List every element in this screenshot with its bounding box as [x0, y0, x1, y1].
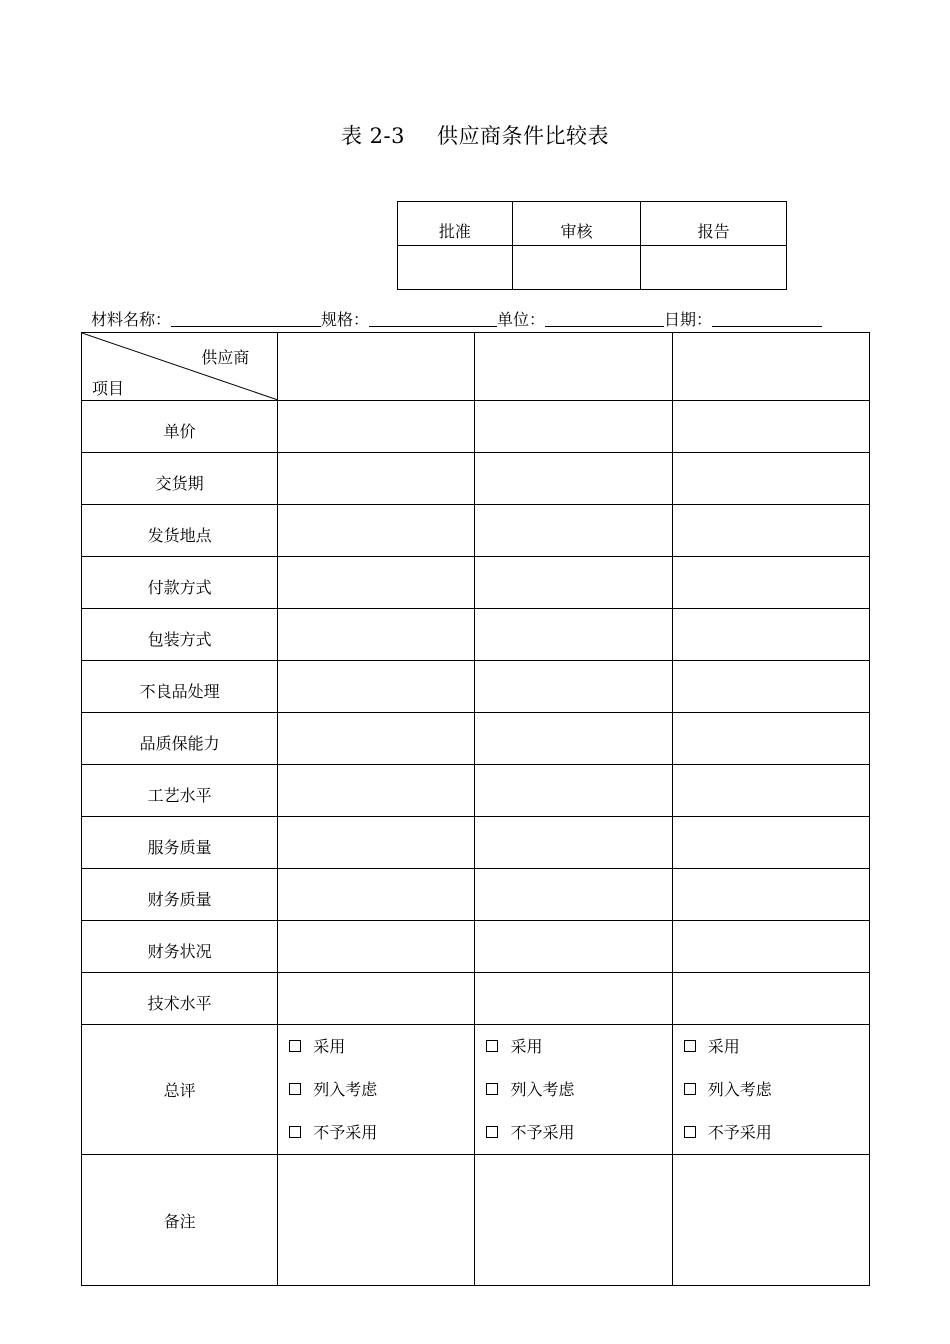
- supplier-3-value-cell[interactable]: [672, 869, 869, 921]
- supplier-1-value-cell[interactable]: [278, 505, 475, 557]
- row-label: 付款方式: [82, 557, 278, 609]
- supplier-3-value-cell[interactable]: [672, 661, 869, 713]
- row-label: 包装方式: [82, 609, 278, 661]
- supplier-2-value-cell[interactable]: [475, 921, 672, 973]
- supplier-3-value-cell[interactable]: [672, 921, 869, 973]
- table-row: [82, 817, 870, 869]
- corner-cell: [82, 333, 278, 401]
- evaluation-row: [82, 1025, 870, 1155]
- table-number: 表 2-3: [341, 124, 405, 148]
- supplier-2-value-cell[interactable]: [475, 713, 672, 765]
- supplier-2-value-cell[interactable]: [475, 869, 672, 921]
- supplier-1-value-cell[interactable]: [278, 661, 475, 713]
- supplier-1-value-cell[interactable]: [278, 453, 475, 505]
- row-label: 不良品处理: [82, 661, 278, 713]
- table-row: [82, 765, 870, 817]
- supplier-2-value-cell[interactable]: [475, 661, 672, 713]
- table-row: [82, 973, 870, 1025]
- supplier-2-value-cell[interactable]: [475, 505, 672, 557]
- checkbox[interactable]: [486, 1083, 498, 1095]
- supplier-3-value-cell[interactable]: [672, 609, 869, 661]
- evaluation-option-label: 采用: [510, 1037, 543, 1056]
- row-label: 工艺水平: [82, 765, 278, 817]
- evaluation-option-label: 不予采用: [707, 1123, 772, 1142]
- supplier-3-remark-cell[interactable]: [672, 1155, 869, 1286]
- row-label: 发货地点: [82, 505, 278, 557]
- table-row: [82, 869, 870, 921]
- supplier-2-value-cell[interactable]: [475, 973, 672, 1025]
- item-header-label: 项目: [92, 379, 125, 398]
- meta-fields: [91, 309, 822, 331]
- supplier-3-value-cell[interactable]: [672, 505, 869, 557]
- approve-header: 批准: [398, 202, 513, 246]
- evaluation-option-label: 采用: [707, 1037, 740, 1056]
- evaluation-option[interactable]: [486, 1068, 671, 1111]
- checkbox[interactable]: [684, 1126, 696, 1138]
- supplier-1-value-cell[interactable]: [278, 817, 475, 869]
- checkbox[interactable]: [486, 1040, 498, 1052]
- unit-label: 单位：: [497, 310, 546, 329]
- supplier-2-value-cell[interactable]: [475, 817, 672, 869]
- review-sign-cell[interactable]: [512, 246, 641, 290]
- supplier-header-label: 供应商: [201, 348, 250, 367]
- approve-sign-cell[interactable]: [398, 246, 513, 290]
- supplier-1-value-cell[interactable]: [278, 869, 475, 921]
- evaluation-option[interactable]: [684, 1025, 869, 1068]
- supplier-3-value-cell[interactable]: [672, 401, 869, 453]
- table-row: [82, 921, 870, 973]
- supplier-2-value-cell[interactable]: [475, 609, 672, 661]
- evaluation-option[interactable]: [486, 1025, 671, 1068]
- review-header: 审核: [512, 202, 641, 246]
- remark-row: [82, 1155, 870, 1286]
- material-name-label: 材料名称：: [91, 310, 172, 329]
- supplier-3-value-cell[interactable]: [672, 453, 869, 505]
- approval-header-row: [398, 202, 787, 246]
- spec-field[interactable]: [369, 310, 497, 327]
- table-row: [82, 661, 870, 713]
- approval-table: [397, 201, 787, 290]
- supplier-3-evaluation-cell: [672, 1025, 869, 1155]
- table-row: [82, 713, 870, 765]
- checkbox[interactable]: [684, 1083, 696, 1095]
- supplier-1-remark-cell[interactable]: [278, 1155, 475, 1286]
- row-label: 财务状况: [82, 921, 278, 973]
- supplier-2-evaluation-cell: [475, 1025, 672, 1155]
- evaluation-option-label: 列入考虑: [510, 1080, 575, 1099]
- supplier-1-value-cell[interactable]: [278, 713, 475, 765]
- table-row: [82, 401, 870, 453]
- supplier-2-header-cell[interactable]: [475, 333, 672, 401]
- comparison-table: [81, 332, 870, 1286]
- supplier-2-value-cell[interactable]: [475, 557, 672, 609]
- spec-label: 规格：: [321, 310, 370, 329]
- row-label: 品质保能力: [82, 713, 278, 765]
- supplier-2-value-cell[interactable]: [475, 765, 672, 817]
- approval-sign-row: [398, 246, 787, 290]
- supplier-3-value-cell[interactable]: [672, 557, 869, 609]
- date-label: 日期：: [664, 310, 713, 329]
- header-row: [82, 333, 870, 401]
- supplier-2-value-cell[interactable]: [475, 401, 672, 453]
- supplier-1-value-cell[interactable]: [278, 401, 475, 453]
- unit-field[interactable]: [545, 310, 664, 327]
- checkbox[interactable]: [684, 1040, 696, 1052]
- table-row: [82, 557, 870, 609]
- evaluation-option[interactable]: [684, 1111, 869, 1154]
- remark-label: 备注: [82, 1155, 278, 1286]
- supplier-1-evaluation-cell: [278, 1025, 475, 1155]
- date-field[interactable]: [712, 310, 822, 327]
- supplier-1-value-cell[interactable]: [278, 921, 475, 973]
- page-title: [0, 120, 950, 150]
- checkbox[interactable]: [289, 1040, 301, 1052]
- row-label: 单价: [82, 401, 278, 453]
- supplier-1-value-cell[interactable]: [278, 557, 475, 609]
- evaluation-option[interactable]: [486, 1111, 671, 1154]
- diagonal-header: [82, 333, 277, 400]
- table-row: [82, 453, 870, 505]
- supplier-1-header-cell[interactable]: [278, 333, 475, 401]
- evaluation-option-label: 不予采用: [510, 1123, 575, 1142]
- supplier-1-value-cell[interactable]: [278, 973, 475, 1025]
- supplier-3-value-cell[interactable]: [672, 765, 869, 817]
- evaluation-option[interactable]: [289, 1111, 474, 1154]
- evaluation-option[interactable]: [289, 1068, 474, 1111]
- material-name-field[interactable]: [171, 310, 321, 327]
- evaluation-option-label: 列入考虑: [707, 1080, 772, 1099]
- evaluation-option[interactable]: [289, 1025, 474, 1068]
- report-header: 报告: [641, 202, 787, 246]
- checkbox[interactable]: [289, 1126, 301, 1138]
- row-label: 技术水平: [82, 973, 278, 1025]
- evaluation-option-label: 列入考虑: [313, 1080, 378, 1099]
- checkbox[interactable]: [486, 1126, 498, 1138]
- supplier-3-value-cell[interactable]: [672, 973, 869, 1025]
- row-label: 服务质量: [82, 817, 278, 869]
- supplier-3-value-cell[interactable]: [672, 713, 869, 765]
- evaluation-option[interactable]: [684, 1068, 869, 1111]
- evaluation-option-label: 不予采用: [313, 1123, 378, 1142]
- evaluation-label: 总评: [82, 1025, 278, 1155]
- row-label: 财务质量: [82, 869, 278, 921]
- table-row: [82, 505, 870, 557]
- table-title: 供应商条件比较表: [437, 124, 609, 148]
- supplier-3-header-cell[interactable]: [672, 333, 869, 401]
- supplier-3-value-cell[interactable]: [672, 817, 869, 869]
- supplier-2-value-cell[interactable]: [475, 453, 672, 505]
- supplier-1-value-cell[interactable]: [278, 765, 475, 817]
- row-label: 交货期: [82, 453, 278, 505]
- checkbox[interactable]: [289, 1083, 301, 1095]
- supplier-2-remark-cell[interactable]: [475, 1155, 672, 1286]
- evaluation-option-label: 采用: [313, 1037, 346, 1056]
- report-sign-cell[interactable]: [641, 246, 787, 290]
- table-row: [82, 609, 870, 661]
- supplier-1-value-cell[interactable]: [278, 609, 475, 661]
